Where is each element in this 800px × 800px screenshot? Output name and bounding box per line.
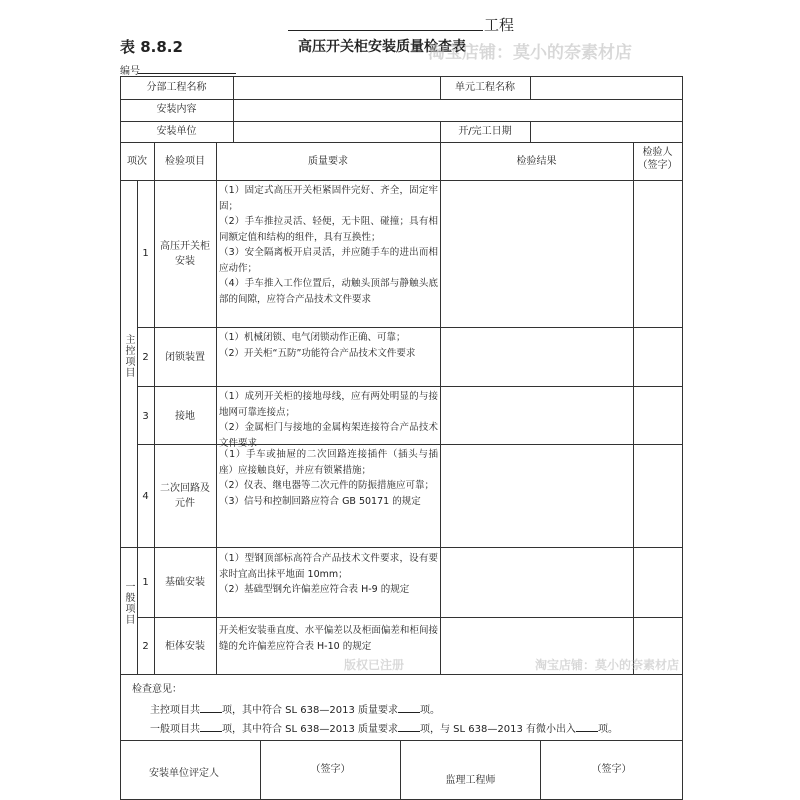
item-requirement: （1）型钢顶部标高符合产品技术文件要求，设有要求时宜高出抹平地面 10mm； （2）基础型钢允许偏差应符合表 H-9 的规定 xyxy=(219,553,438,595)
col-inspection-result: 检验结果 xyxy=(516,156,557,167)
col-inspector: 检验人（签字） xyxy=(637,147,678,171)
result-cell-main-1[interactable] xyxy=(441,181,633,327)
item-requirement: 开关柜安装垂直度、水平偏差以及柜面偏差和柜间接缝的允许偏差应符合表 H-10 的规定 xyxy=(219,625,438,652)
general-count-blank[interactable] xyxy=(200,721,222,732)
item-name: 柜体安装 xyxy=(165,641,205,652)
unit-project-value[interactable] xyxy=(530,78,682,98)
item-no: 1 xyxy=(142,248,149,259)
inspection-table xyxy=(120,76,683,800)
project-suffix: 工程 xyxy=(484,16,515,34)
inspector-cell-general-1[interactable] xyxy=(634,548,682,617)
date-label: 开/完工日期 xyxy=(458,126,512,137)
main-pass-blank[interactable] xyxy=(398,702,420,713)
subproject-label: 分部工程名称 xyxy=(146,82,207,93)
item-requirement: （1）机械闭锁、电气闭锁动作正确、可靠； （2）开关柜“五防”功能符合产品技术文件要求 xyxy=(219,332,416,359)
general-group-label: 一般项目 xyxy=(123,581,134,625)
result-cell-main-3[interactable] xyxy=(441,387,633,444)
item-requirement: （1）成列开关柜的接地母线，应有两处明显的与接地网可靠连接点； （2）金属柜门与接地的金属构架连接符合产品技术文件要求 xyxy=(219,391,438,449)
result-cell-main-4[interactable] xyxy=(441,445,633,547)
item-name: 二次回路及元件 xyxy=(160,483,210,509)
item-no: 1 xyxy=(142,577,149,588)
inspector-cell-main-2[interactable] xyxy=(634,328,682,386)
result-cell-general-2[interactable] xyxy=(441,618,633,674)
opinion-main-line: 主控项目共 项，其中符合 SL 638—2013 质量要求 项。 xyxy=(150,702,440,718)
opinion-label: 检查意见： xyxy=(132,684,182,695)
supervisor-label: 监理工程师 xyxy=(445,775,496,786)
main-group-label: 主控项目 xyxy=(123,334,134,378)
inspector-cell-main-1[interactable] xyxy=(634,181,682,327)
watermark-shop-top: 淘宝店铺：莫小的奈素材店 xyxy=(428,43,632,63)
subproject-value[interactable] xyxy=(233,78,440,98)
item-name: 高压开关柜安装 xyxy=(160,241,210,267)
inspector-cell-main-3[interactable] xyxy=(634,387,682,444)
item-no: 3 xyxy=(142,411,149,422)
serial-line xyxy=(138,73,236,74)
opinion-general-line: 一般项目共 项，其中符合 SL 638—2013 质量要求 项，与 SL 638—2013 有微小出入 项。 xyxy=(150,721,618,737)
inspector-cell-main-4[interactable] xyxy=(634,445,682,547)
install-unit-value[interactable] xyxy=(233,122,440,142)
serial-label: 编号 xyxy=(120,66,140,77)
install-unit-rater-label: 安装单位评定人 xyxy=(149,768,219,779)
item-name: 接地 xyxy=(175,411,195,422)
col-inspection-item: 检验项目 xyxy=(165,156,205,167)
install-unit-label: 安装单位 xyxy=(156,126,197,137)
sign-note-right: （签字） xyxy=(591,764,632,775)
watermark-shop-bottom: 淘宝店铺：莫小的奈素材店 xyxy=(535,658,680,672)
result-cell-main-2[interactable] xyxy=(441,328,633,386)
item-no: 2 xyxy=(142,641,149,652)
project-name-line xyxy=(288,30,483,31)
general-minor-blank[interactable] xyxy=(576,721,598,732)
general-pass-blank[interactable] xyxy=(398,721,420,732)
form-title: 高压开关柜安装质量检查表 xyxy=(298,39,466,55)
item-name: 基础安装 xyxy=(165,577,205,588)
item-no: 2 xyxy=(142,352,149,363)
item-no: 4 xyxy=(142,491,149,502)
install-content-label: 安装内容 xyxy=(156,104,197,115)
sign-note-left: （签字） xyxy=(310,764,351,775)
main-count-blank[interactable] xyxy=(200,702,222,713)
unit-project-label: 单元工程名称 xyxy=(455,82,515,93)
result-cell-general-1[interactable] xyxy=(441,548,633,617)
item-name: 闭锁装置 xyxy=(165,352,205,363)
watermark-copyright: 版权已注册 xyxy=(344,658,405,672)
install-content-value[interactable] xyxy=(233,100,682,120)
col-item-no: 项次 xyxy=(127,156,147,167)
table-number: 表 8.8.2 xyxy=(120,38,183,56)
inspector-cell-general-2[interactable] xyxy=(634,618,682,674)
date-value[interactable] xyxy=(530,122,682,142)
col-quality-requirement: 质量要求 xyxy=(308,156,348,167)
item-requirement: （1）手车或抽屉的二次回路连接插件（插头与插座）应接触良好，并应有锁紧措施； （2）仪表、继电器等二次元件的防振措施应可靠； （3）信号和控制回路应符合 GB 50171 的规定 xyxy=(219,449,438,507)
item-requirement: （1）固定式高压开关柜紧固件完好、齐全，固定牢固； （2）手车推拉灵活、轻便，无卡阻、碰撞；具有相同额定值和结构的组件，具有互换性； （3）安全隔离板开启灵活，并应随手车的进出而相应动作； （4）手车推入工作位置后，动触头顶部与静触头底部的间隙，应符合产品技术文件要求 xyxy=(219,185,438,305)
